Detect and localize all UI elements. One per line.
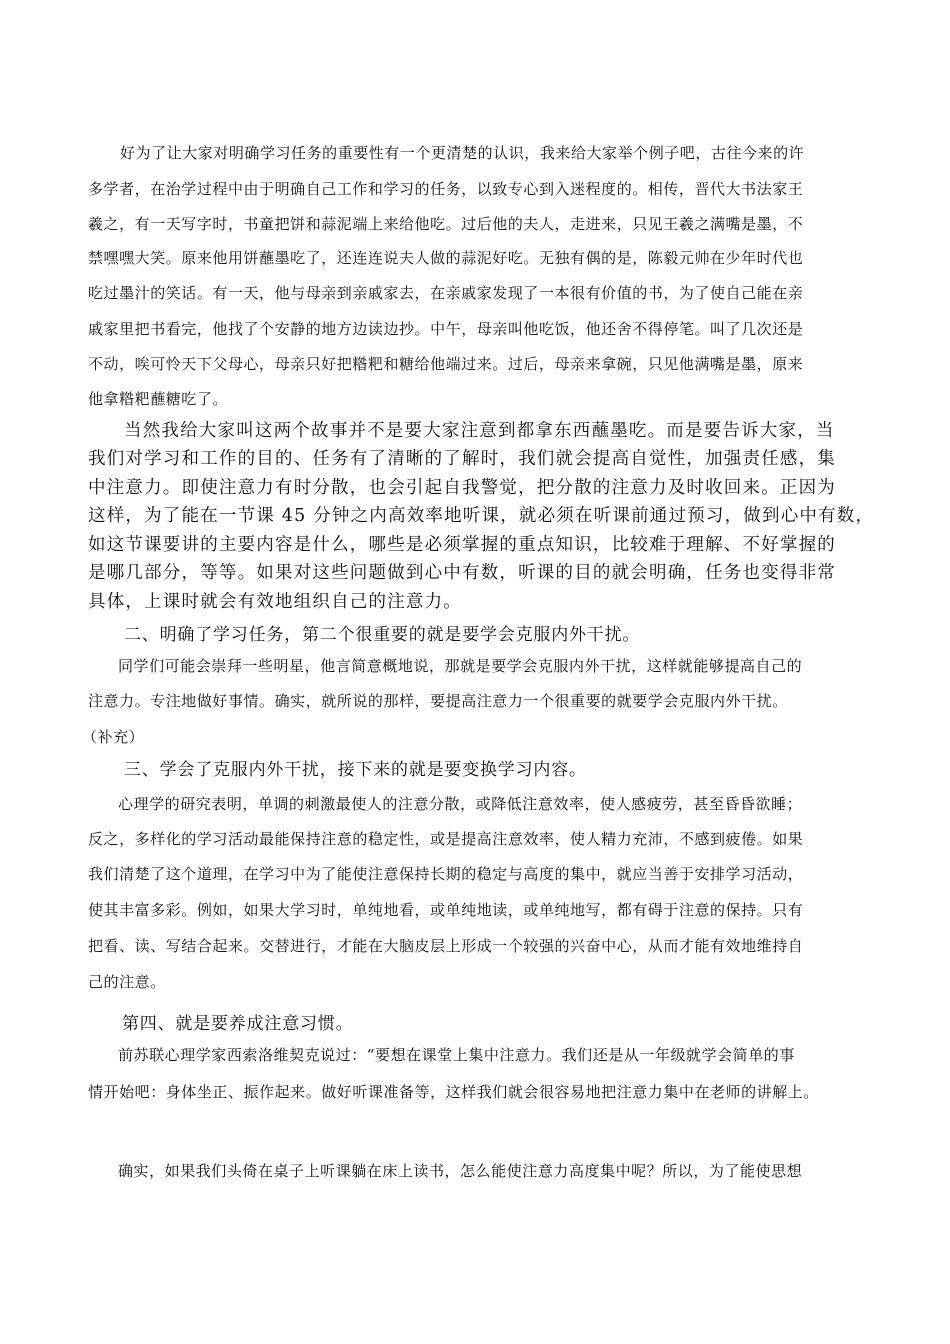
text-line: 心理学的研究表明，单调的刺激最使人的注意分散，或降低注意效率，使人感疲劳，甚至昏昏欲睡； (118, 795, 803, 813)
text-line: 戚家里把书看完，他找了个安静的地方边读边抄。中午，母亲叫他吃饭，他还舍不得停笔。叫了几次还是 (88, 320, 804, 338)
text-line: 禁嘿嘿大笑。原来他用饼蘸墨吃了，还连连说夫人做的蒜泥好吃。无独有偶的是，陈毅元帅在少年时代也 (88, 249, 804, 267)
section-heading: 二、明确了学习任务，第二个很重要的就是要学会克服内外干扰。 (124, 625, 641, 645)
text-line: 吃过墨汁的笑话。有一天，他与母亲到亲戚家去，在亲戚家发现了一本很有价值的书，为了使自己能在亲 (88, 284, 804, 302)
text-line: 使其丰富多彩。例如，如果大学习时，单纯地看，或单纯地读，或单纯地写，都有碍于注意的保持。只有 (88, 901, 804, 919)
text-line: 具体，上课时就会有效地组织自己的注意力。 (88, 592, 462, 612)
text-line: 注意力。专注地做好事情。确实，就所说的那样，要提高注意力一个很重要的就要学会克服内外干扰。 (88, 692, 788, 710)
text-line: 情开始吧：身体坐正、振作起来。做好听课准备等，这样我们就会很容易地把注意力集中在老师的讲解上。 (88, 1083, 819, 1101)
section-heading: 第四、就是要养成注意习惯。 (122, 1014, 354, 1034)
section-heading: 三、学会了克服内外干扰，接下来的就是要变换学习内容。 (124, 760, 587, 780)
text-line: 好为了让大家对明确学习任务的重要性有一个更清楚的认识，我来给大家举个例子吧，古往今来的许 (120, 144, 805, 162)
text-line: 他拿糌粑蘸糖吃了。 (88, 390, 228, 408)
text-line: 反之，多样化的学习活动最能保持注意的稳定性，或是提高注意效率，使人精力充沛，不感到疲倦。如果 (88, 830, 804, 848)
text-line: 己的注意。 (88, 973, 166, 991)
text-line: 同学们可能会崇拜一些明星，他言简意概地说，那就是要学会克服内外干扰，这样就能够提高自己的 (118, 657, 803, 675)
text-line: 把看、读、写结合起来。交替进行，才能在大脑皮层上形成一个较强的兴奋中心，从而才能有效地维持自 (88, 937, 804, 955)
text-line: 我们清楚了这个道理，在学习中为了能使注意保持长期的稳定与高度的集中，就应当善于安排学习活动， (88, 865, 804, 883)
text-line: 这样，为了能在一节课 45 分钟之内高效率地听课，就必须在听课前通过预习，做到心中有数， (88, 506, 875, 526)
text-line: 不动，唉可怜天下父母心，母亲只好把糌粑和糖给他端过来。过后，母亲来拿碗，只见他满嘴是墨，原来 (88, 355, 804, 373)
text-line: 当然我给大家叫这两个故事并不是要大家注意到都拿东西蘸墨吃。而是要告诉大家，当 (124, 421, 835, 441)
text-line: 是哪几部分，等等。如果对这些问题做到心中有数，听课的目的就会明确，任务也变得非常 (88, 563, 836, 583)
text-line: 前苏联心理学家西索洛维契克说过：“要想在课堂上集中注意力。我们还是从一年级就学会简单的事 (118, 1046, 795, 1064)
text-line: 确实，如果我们头倚在桌子上听课躺在床上读书，怎么能使注意力高度集中呢？所以，为了能使思想 (118, 1162, 803, 1180)
text-line: （补充） (82, 728, 145, 746)
text-line: 我们对学习和工作的目的、任务有了清晰的了解时，我们就会提高自觉性，加强责任感，集 (88, 449, 836, 469)
text-line: 中注意力。即使注意力有时分散，也会引起自我警觉，把分散的注意力及时收回来。正因为 (88, 478, 836, 498)
text-line: 如这节课要讲的主要内容是什么，哪些是必须掌握的重点知识，比较难于理解、不好掌握的 (88, 535, 836, 555)
text-line: 多学者，在治学过程中由于明确自己工作和学习的任务，以致专心到入迷程度的。相传，晋代大书法家王 (88, 180, 804, 198)
text-line: 羲之，有一天写字时，书童把饼和蒜泥端上来给他吃。过后他的夫人，走进来，只见王羲之满嘴是墨，不 (88, 215, 804, 233)
